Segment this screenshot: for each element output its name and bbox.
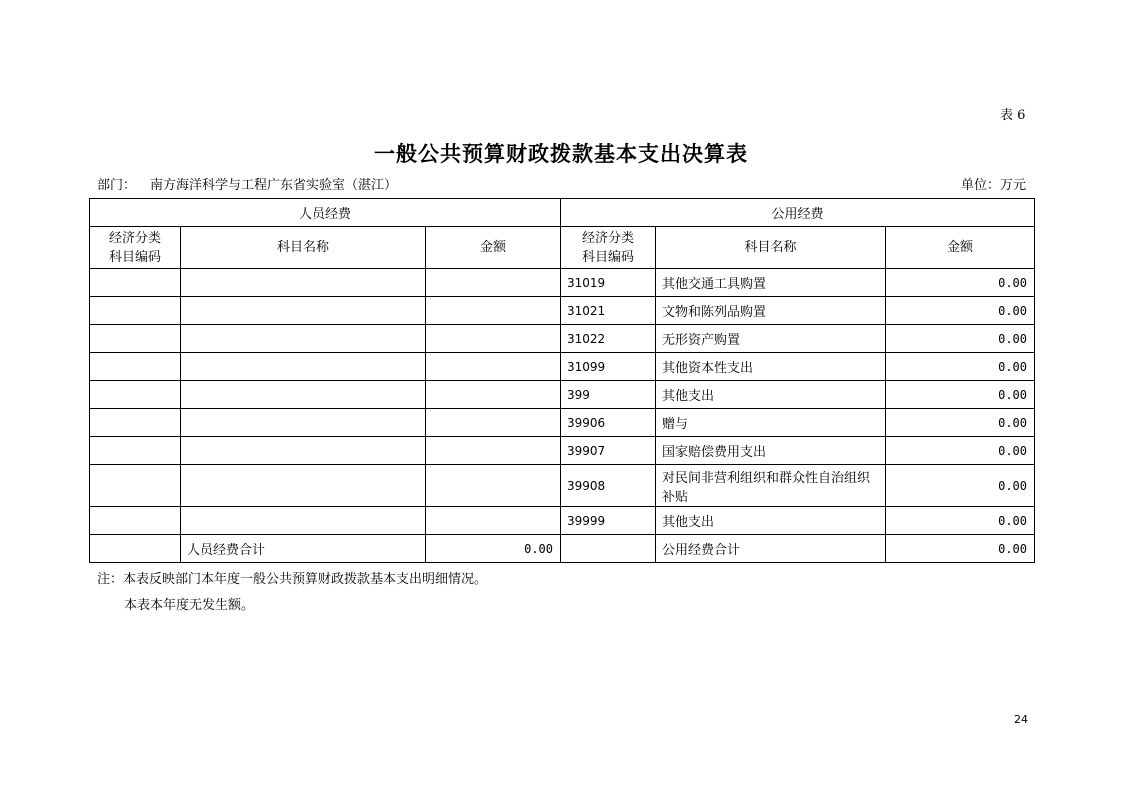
row-code: 31019 <box>561 269 656 297</box>
table-cell <box>426 465 561 507</box>
department-name: 南方海洋科学与工程广东省实验室（湛江） <box>150 178 398 193</box>
table-row <box>90 269 1035 297</box>
row-amount: 0.00 <box>886 507 1035 535</box>
table-cell <box>426 353 561 381</box>
row-code: 399 <box>561 381 656 409</box>
table-number: 表 6 <box>1000 108 1026 123</box>
col-header-code: 经济分类 科目编码 <box>561 227 656 269</box>
row-name: 无形资产购置 <box>656 325 886 353</box>
row-code: 39908 <box>561 465 656 507</box>
table-cell <box>181 465 426 507</box>
row-amount: 0.00 <box>886 437 1035 465</box>
page-title: 一般公共预算财政拨款基本支出决算表 <box>374 141 748 166</box>
table-cell <box>90 437 181 465</box>
table-row <box>90 507 1035 535</box>
department-line <box>97 174 397 193</box>
table-cell <box>181 353 426 381</box>
table-cell <box>426 437 561 465</box>
table-cell <box>426 507 561 535</box>
col-header-amount: 金额 <box>886 227 1035 269</box>
table-cell <box>561 535 656 563</box>
row-name: 国家赔偿费用支出 <box>656 437 886 465</box>
row-amount: 0.00 <box>886 409 1035 437</box>
row-amount: 0.00 <box>886 465 1035 507</box>
section-personnel: 人员经费 <box>90 199 561 227</box>
table-cell <box>90 507 181 535</box>
table-cell <box>90 269 181 297</box>
row-code: 31099 <box>561 353 656 381</box>
table-cell <box>90 409 181 437</box>
note-text: 注：本表反映部门本年度一般公共预算财政拨款基本支出明细情况。 <box>97 572 488 587</box>
row-amount: 0.00 <box>886 325 1035 353</box>
table-cell <box>90 325 181 353</box>
note-text-2: 本表本年度无发生额。 <box>124 598 255 613</box>
row-amount: 0.00 <box>886 269 1035 297</box>
section-public: 公用经费 <box>561 199 1035 227</box>
section-header-row <box>90 199 1035 227</box>
col-header-amount: 金额 <box>426 227 561 269</box>
table-cell <box>426 269 561 297</box>
total-row <box>90 535 1035 563</box>
row-name: 文物和陈列品购置 <box>656 297 886 325</box>
row-name: 对民间非营利组织和群众性自治组织补贴 <box>656 465 886 507</box>
row-amount: 0.00 <box>886 353 1035 381</box>
table-row <box>90 465 1035 507</box>
table-row <box>90 353 1035 381</box>
public-total-label: 公用经费合计 <box>656 535 886 563</box>
table-cell <box>90 465 181 507</box>
table-row <box>90 437 1035 465</box>
table-cell <box>90 297 181 325</box>
row-name: 其他支出 <box>656 507 886 535</box>
col-header-name: 科目名称 <box>656 227 886 269</box>
column-header-row <box>90 227 1035 269</box>
row-name: 其他支出 <box>656 381 886 409</box>
table-row <box>90 325 1035 353</box>
page-number: 24 <box>1014 713 1028 726</box>
table-row <box>90 409 1035 437</box>
table-cell <box>181 507 426 535</box>
row-code: 39907 <box>561 437 656 465</box>
table-cell <box>426 297 561 325</box>
row-name: 其他交通工具购置 <box>656 269 886 297</box>
table-row <box>90 381 1035 409</box>
unit-label: 单位：万元 <box>960 178 1026 193</box>
table-row <box>90 297 1035 325</box>
table-cell <box>181 409 426 437</box>
table-cell <box>181 269 426 297</box>
table-cell <box>181 381 426 409</box>
row-name: 赠与 <box>656 409 886 437</box>
personnel-total-amount: 0.00 <box>426 535 561 563</box>
row-amount: 0.00 <box>886 381 1035 409</box>
expenditure-table <box>89 198 1035 563</box>
table-cell <box>90 353 181 381</box>
table-cell <box>181 437 426 465</box>
row-amount: 0.00 <box>886 297 1035 325</box>
row-code: 31021 <box>561 297 656 325</box>
personnel-total-label: 人员经费合计 <box>181 535 426 563</box>
table-cell <box>426 409 561 437</box>
table-cell <box>90 535 181 563</box>
col-header-code: 经济分类 科目编码 <box>90 227 181 269</box>
table-cell <box>426 325 561 353</box>
department-label: 部门： <box>97 178 137 193</box>
table-cell <box>426 381 561 409</box>
row-code: 31022 <box>561 325 656 353</box>
row-code: 39906 <box>561 409 656 437</box>
table-cell <box>181 297 426 325</box>
table-cell <box>90 381 181 409</box>
row-name: 其他资本性支出 <box>656 353 886 381</box>
public-total-amount: 0.00 <box>886 535 1035 563</box>
row-code: 39999 <box>561 507 656 535</box>
table-cell <box>181 325 426 353</box>
col-header-name: 科目名称 <box>181 227 426 269</box>
